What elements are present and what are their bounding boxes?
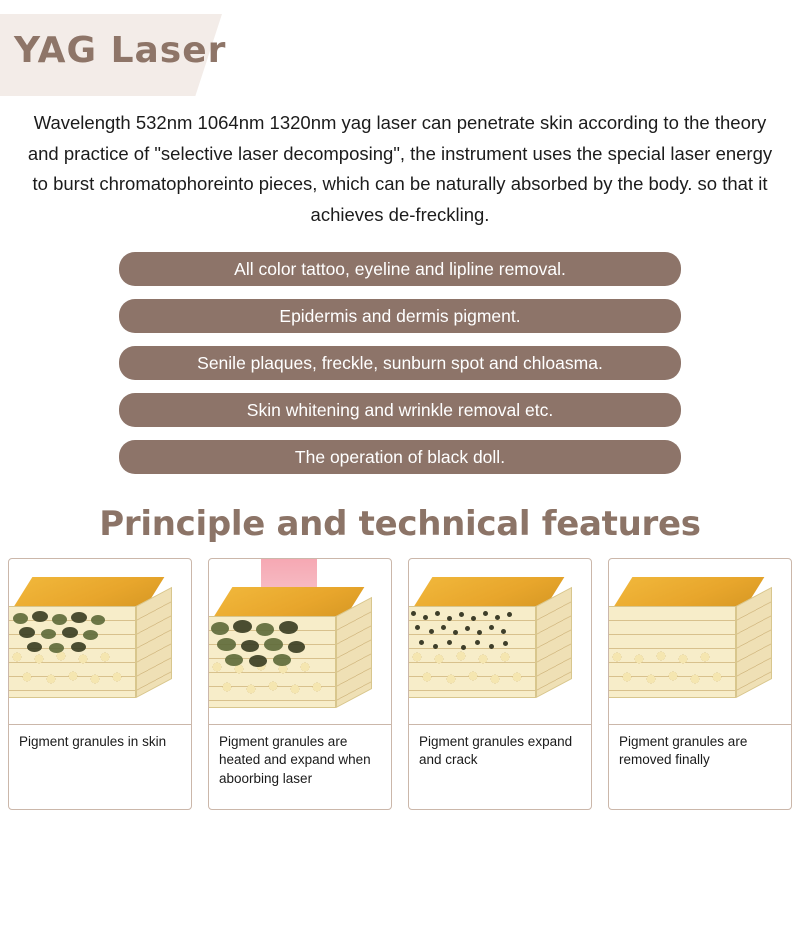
intro-paragraph: Wavelength 532nm 1064nm 1320nm yag laser can penetrate skin according to the theory and practice of "selective laser decomposing", the instrument uses the special laser energy to burst chromatophoreinto pieces, which can be naturally absorbed by the body. so that it achieves de-freckling.: [27, 112, 773, 225]
skin-block-illustration: [23, 577, 173, 709]
feature-pill-list: [0, 252, 800, 474]
skin-layer-lines: [337, 598, 371, 706]
list-item: Skin whitening and wrinkle removal etc.: [119, 393, 681, 427]
skin-cells: [609, 645, 735, 697]
skin-diagram-clear-skin: [609, 559, 791, 724]
list-item: The operation of black doll.: [119, 440, 681, 474]
skin-front-face: [409, 606, 536, 698]
card-caption: Pigment granules are heated and expand when aboorbing laser: [209, 724, 391, 809]
skin-diagram-pigment-granules: [9, 559, 191, 724]
skin-block-illustration: [423, 577, 573, 709]
skin-side-face: [136, 587, 172, 698]
card-caption: Pigment granules in skin: [9, 724, 191, 809]
principle-card: [208, 558, 392, 810]
list-item: Senile plaques, freckle, sunburn spot and chloasma.: [119, 346, 681, 380]
skin-diagram-laser-beam: [209, 559, 391, 724]
list-item: Epidermis and dermis pigment.: [119, 299, 681, 333]
pigment-granule-cluster: [9, 609, 135, 655]
skin-layer-lines: [737, 588, 771, 696]
skin-layer-lines: [537, 588, 571, 696]
list-item: All color tattoo, eyeline and lipline removal.: [119, 252, 681, 286]
principle-card: [608, 558, 792, 810]
skin-side-face: [536, 587, 572, 698]
card-caption: Pigment granules are removed finally: [609, 724, 791, 809]
section-heading: Principle and technical features: [99, 504, 701, 545]
skin-front-face: [9, 606, 136, 698]
skin-block-illustration: [223, 587, 373, 719]
skin-front-face: [609, 606, 736, 698]
principle-card-row: [0, 558, 800, 810]
skin-side-face: [336, 597, 372, 708]
card-caption: Pigment granules expand and crack: [409, 724, 591, 809]
principle-card: [408, 558, 592, 810]
skin-front-face: [209, 616, 336, 708]
page-title: YAG Laser: [14, 30, 227, 71]
principle-card: [8, 558, 192, 810]
skin-diagram-cracked-granules: [409, 559, 591, 724]
skin-side-face: [736, 587, 772, 698]
skin-block-illustration: [623, 577, 773, 709]
cracked-granule-particles: [409, 609, 535, 655]
skin-layer-lines: [137, 588, 171, 696]
page-header: [0, 0, 800, 108]
pigment-granule-cluster: [209, 619, 335, 665]
